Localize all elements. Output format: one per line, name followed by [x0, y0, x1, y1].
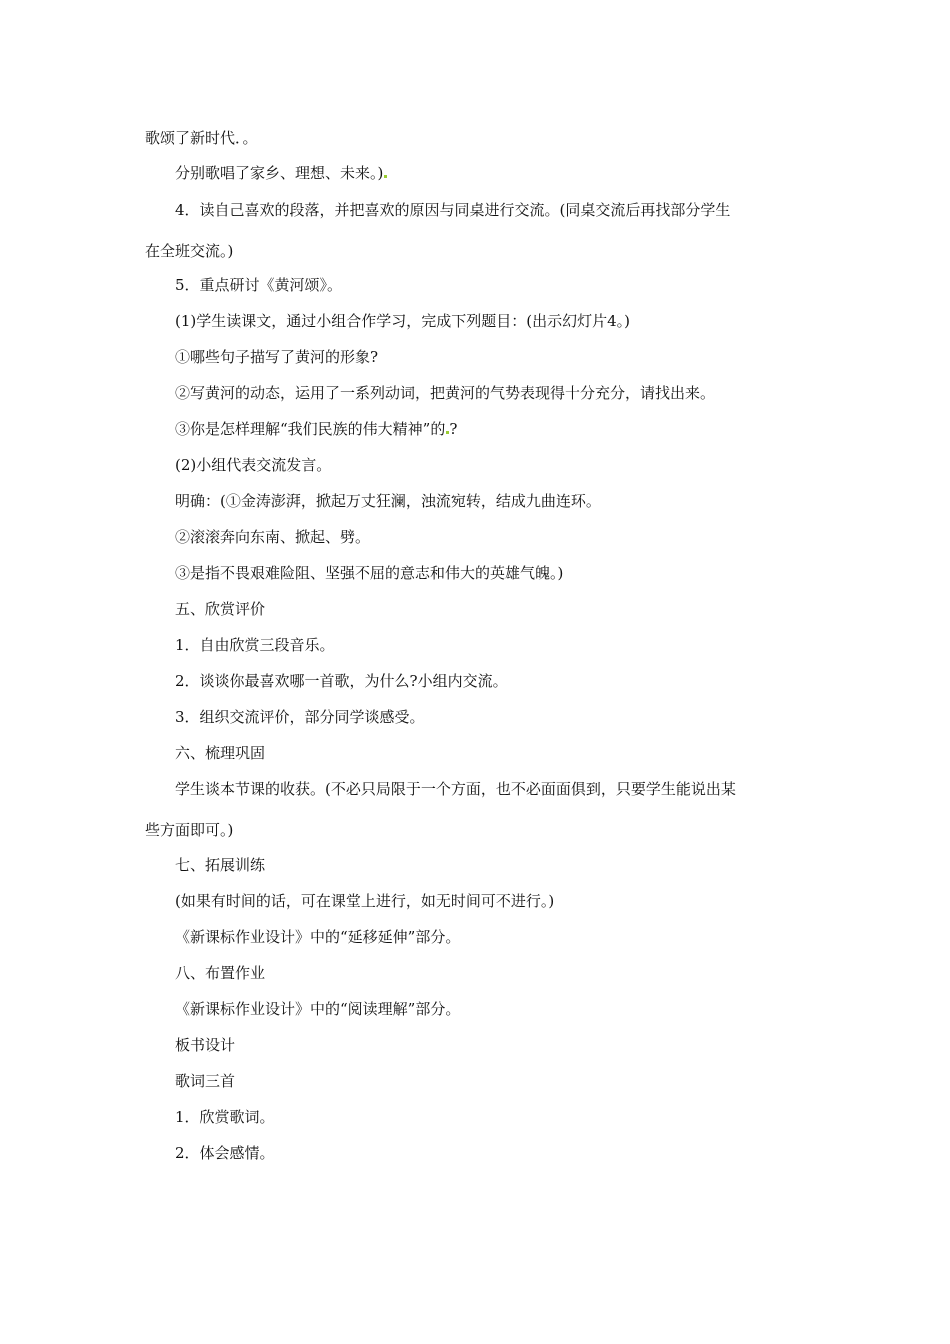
text-line	[0, 419, 950, 439]
text-line	[0, 383, 950, 403]
line-text: 1．欣赏歌词。	[175, 1108, 275, 1126]
text-line	[0, 707, 950, 727]
text-line	[0, 820, 950, 840]
text-line	[0, 927, 950, 947]
section-heading	[0, 1035, 950, 1055]
text-line	[0, 563, 950, 583]
line-text: (如果有时间的话，可在课堂上进行，如无时间可不进行。)	[175, 892, 555, 910]
line-text: 3．组织交流评价，部分同学谈感受。	[175, 708, 425, 726]
line-text: 1．自由欣赏三段音乐。	[175, 636, 335, 654]
text-line	[0, 671, 950, 691]
text-line	[0, 163, 950, 183]
text-line	[0, 635, 950, 655]
line-text: 2．体会感情。	[175, 1144, 275, 1162]
line-text: 在全班交流。)	[145, 242, 234, 260]
line-text: ①哪些句子描写了黄河的形象?	[175, 348, 379, 366]
line-text: ③是指不畏艰难险阻、坚强不屈的意志和伟大的英雄气魄。)	[175, 564, 564, 582]
text-line	[0, 241, 950, 261]
line-text: ②滚滚奔向东南、掀起、劈。	[175, 528, 371, 546]
line-text: 板书设计	[175, 1036, 236, 1054]
line-text-suffix: ?	[449, 420, 458, 438]
line-text: 2．谈谈你最喜欢哪一首歌，为什么?小组内交流。	[175, 672, 508, 690]
text-line	[0, 311, 950, 331]
line-text: (1)学生读课文，通过小组合作学习，完成下列题目：(出示幻灯片4。)	[175, 312, 630, 330]
text-line	[0, 527, 950, 547]
text-line	[0, 1143, 950, 1163]
text-line	[0, 1107, 950, 1127]
line-text: 分别歌唱了家乡、理想、未来。)	[175, 164, 384, 182]
text-line	[0, 347, 950, 367]
line-text: 《新课标作业设计》中的“延移延伸”部分。	[175, 928, 461, 946]
text-line	[0, 200, 950, 220]
line-text: ②写黄河的动态，运用了一系列动词，把黄河的气势表现得十分充分，请找出来。	[175, 384, 716, 402]
line-text: (2)小组代表交流发言。	[175, 456, 332, 474]
line-text: 《新课标作业设计》中的“阅读理解”部分。	[175, 1000, 461, 1018]
line-text: 明确：(①金涛澎湃，掀起万丈狂澜，浊流宛转，结成九曲连环。	[175, 492, 601, 510]
line-text: 八、布置作业	[175, 964, 266, 982]
section-heading	[0, 855, 950, 875]
section-heading	[0, 963, 950, 983]
text-line	[0, 1071, 950, 1091]
text-line	[0, 128, 950, 148]
line-text: 六、梳理巩固	[175, 744, 266, 762]
text-line	[0, 455, 950, 475]
text-line	[0, 491, 950, 511]
text-line	[0, 779, 950, 799]
text-line	[0, 891, 950, 911]
line-text: 5．重点研讨《黄河颂》。	[175, 276, 343, 294]
line-text: 4．读自己喜欢的段落，并把喜欢的原因与同桌进行交流。(同桌交流后再找部分学生	[175, 201, 731, 219]
line-text: 学生谈本节课的收获。(不必只局限于一个方面，也不必面面俱到，只要学生能说出某	[175, 780, 736, 798]
line-text: 歌颂了新时代．。	[145, 129, 258, 147]
line-text: 些方面即可。)	[145, 821, 234, 839]
line-text: 五、欣赏评价	[175, 600, 266, 618]
line-text: ③你是怎样理解“我们民族的伟大精神”的	[175, 420, 446, 438]
text-line	[0, 999, 950, 1019]
marker-dot	[384, 175, 387, 178]
text-line	[0, 275, 950, 295]
line-text: 七、拓展训练	[175, 856, 266, 874]
line-text: 歌词三首	[175, 1072, 236, 1090]
section-heading	[0, 743, 950, 763]
section-heading	[0, 599, 950, 619]
